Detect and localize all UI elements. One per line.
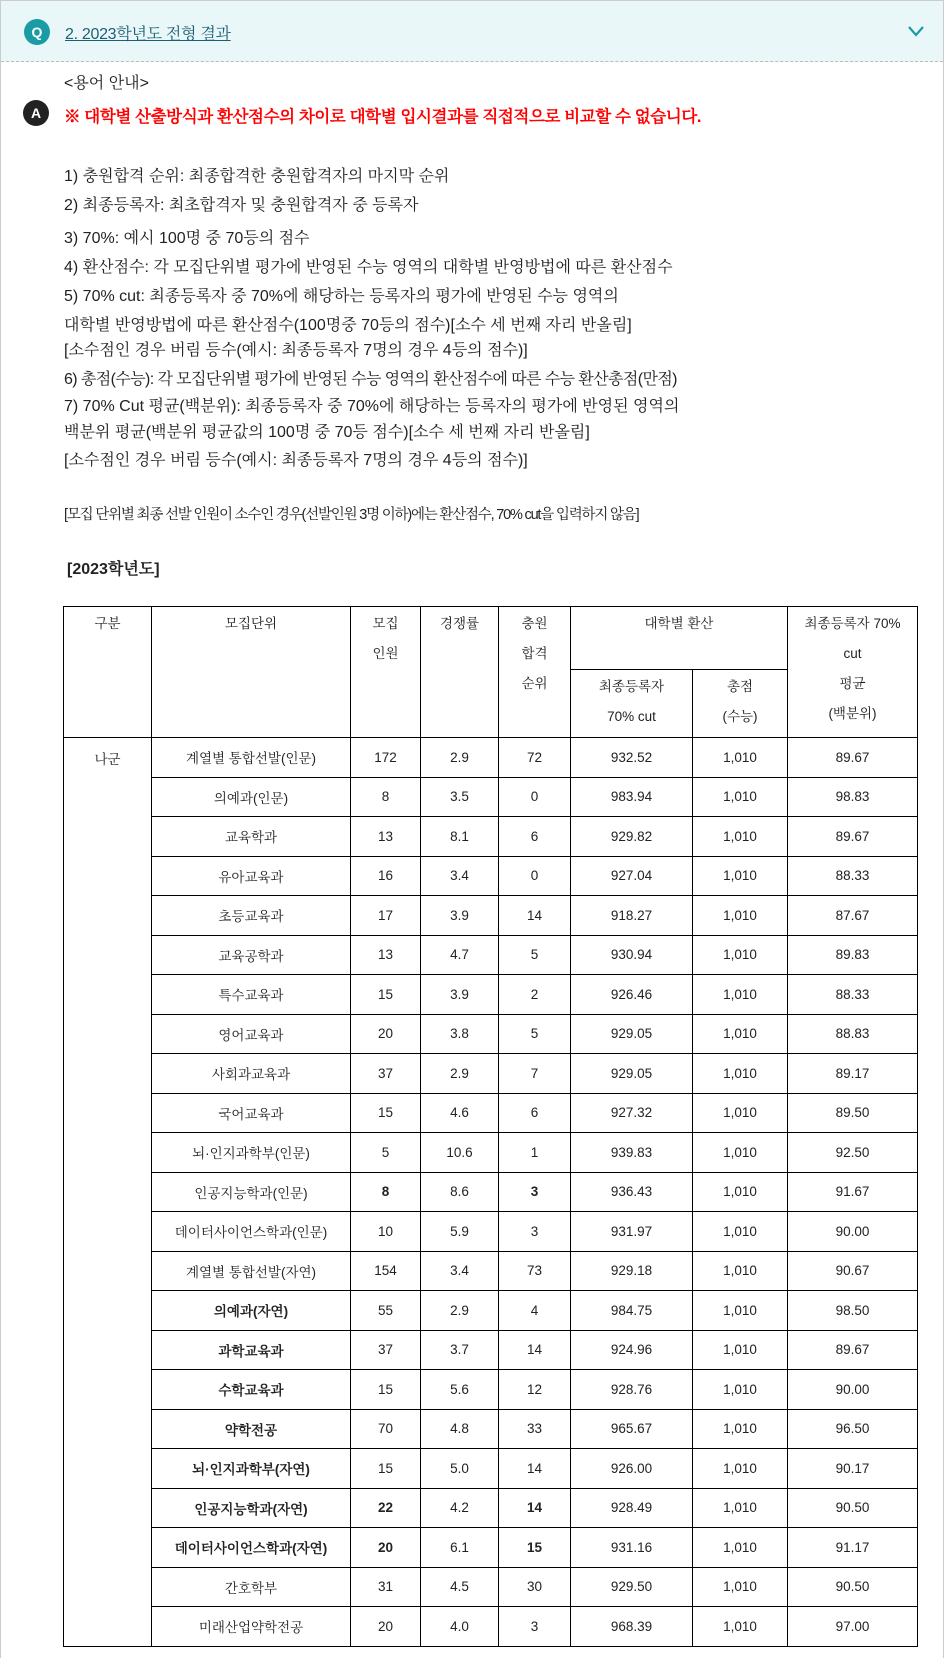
unit-cell: 인공지능학과(인문)	[152, 1172, 351, 1212]
term-line: 7) 70% Cut 평균(백분위): 최종등록자 중 70%에 해당하는 등록자의 평가에 반영된 영역의	[64, 398, 680, 415]
cut-cell: 968.39	[571, 1607, 693, 1647]
cut-cell: 927.32	[571, 1093, 693, 1133]
quota-cell: 15	[351, 975, 421, 1015]
rank-cell: 33	[499, 1409, 571, 1449]
avg-cell: 87.67	[788, 896, 918, 936]
avg-cell: 96.50	[788, 1409, 918, 1449]
rate-cell: 4.8	[421, 1409, 499, 1449]
term-line: [소수점인 경우 버림 등수(예시: 최종등록자 7명의 경우 4등의 점수)]	[64, 452, 528, 469]
rank-cell: 4	[499, 1291, 571, 1331]
total-cell: 1,010	[693, 777, 788, 817]
cut-cell: 932.52	[571, 738, 693, 778]
unit-cell: 인공지능학과(자연)	[152, 1488, 351, 1528]
total-cell: 1,010	[693, 1370, 788, 1410]
total-cell: 1,010	[693, 896, 788, 936]
total-cell: 1,010	[693, 935, 788, 975]
table-row	[64, 935, 918, 975]
quota-cell: 37	[351, 1330, 421, 1370]
table-row	[64, 777, 918, 817]
question-title-link[interactable]: 2. 2023학년도 전형 결과	[65, 26, 231, 43]
table-row	[64, 1330, 918, 1370]
faq-question-header[interactable]	[1, 1, 943, 62]
header-quota: 모집 인원	[351, 607, 421, 738]
warning-text: ※ 대학별 산출방식과 환산점수의 차이로 대학별 입시결과를 직접적으로 비교할 수 없습니다.	[64, 108, 702, 126]
rate-cell: 4.5	[421, 1567, 499, 1607]
total-cell: 1,010	[693, 1093, 788, 1133]
term-line: 1) 충원합격 순위: 최종합격한 충원합격자의 마지막 순위	[64, 168, 450, 185]
avg-cell: 91.17	[788, 1528, 918, 1568]
rank-cell: 14	[499, 1449, 571, 1489]
quota-cell: 172	[351, 738, 421, 778]
group-cell: 나군	[64, 738, 152, 1647]
table-row	[64, 1014, 918, 1054]
unit-cell: 교육학과	[152, 817, 351, 857]
table-row	[64, 817, 918, 857]
rank-cell: 12	[499, 1370, 571, 1410]
quota-cell: 55	[351, 1291, 421, 1331]
unit-cell: 뇌·인지과학부(인문)	[152, 1133, 351, 1173]
cut-cell: 929.18	[571, 1251, 693, 1291]
rate-cell: 4.2	[421, 1488, 499, 1528]
avg-cell: 89.83	[788, 935, 918, 975]
unit-cell: 간호학부	[152, 1567, 351, 1607]
table-row	[64, 1133, 918, 1173]
table-row	[64, 1251, 918, 1291]
cut-cell: 984.75	[571, 1291, 693, 1331]
table-row	[64, 975, 918, 1015]
rank-cell: 14	[499, 1330, 571, 1370]
rank-cell: 3	[499, 1607, 571, 1647]
quota-cell: 8	[351, 1172, 421, 1212]
rank-cell: 3	[499, 1172, 571, 1212]
rate-cell: 8.6	[421, 1172, 499, 1212]
table-row	[64, 1054, 918, 1094]
quota-cell: 20	[351, 1607, 421, 1647]
header-rank: 충원 합격 순위	[499, 607, 571, 738]
avg-cell: 88.33	[788, 856, 918, 896]
quota-cell: 5	[351, 1133, 421, 1173]
rate-cell: 5.9	[421, 1212, 499, 1252]
term-line: 대학별 반영방법에 따른 환산점수(100명중 70등의 점수)[소수 세 번째 자리 반올림]	[64, 317, 632, 334]
total-cell: 1,010	[693, 738, 788, 778]
rank-cell: 1	[499, 1133, 571, 1173]
quota-cell: 15	[351, 1093, 421, 1133]
cut-cell: 918.27	[571, 896, 693, 936]
unit-cell: 미래산업약학전공	[152, 1607, 351, 1647]
header-total: 총점 (수능)	[693, 670, 788, 738]
total-cell: 1,010	[693, 1409, 788, 1449]
table-row	[64, 1212, 918, 1252]
cut-cell: 965.67	[571, 1409, 693, 1449]
quota-cell: 15	[351, 1449, 421, 1489]
rank-cell: 7	[499, 1054, 571, 1094]
quota-cell: 70	[351, 1409, 421, 1449]
unit-cell: 의예과(인문)	[152, 777, 351, 817]
table-row	[64, 1093, 918, 1133]
cut-cell: 929.05	[571, 1054, 693, 1094]
table-row	[64, 1409, 918, 1449]
rate-cell: 5.6	[421, 1370, 499, 1410]
table-row	[64, 1370, 918, 1410]
table-row	[64, 896, 918, 936]
quota-cell: 37	[351, 1054, 421, 1094]
rank-cell: 73	[499, 1251, 571, 1291]
rate-cell: 4.0	[421, 1607, 499, 1647]
quota-cell: 31	[351, 1567, 421, 1607]
avg-cell: 89.67	[788, 817, 918, 857]
total-cell: 1,010	[693, 856, 788, 896]
unit-cell: 국어교육과	[152, 1093, 351, 1133]
rate-cell: 2.9	[421, 1054, 499, 1094]
term-line: 백분위 평균(백분위 평균값의 100명 중 70등 점수)[소수 세 번째 자리 반올림]	[64, 424, 590, 441]
admission-results-table	[63, 606, 918, 1647]
total-cell: 1,010	[693, 1014, 788, 1054]
total-cell: 1,010	[693, 817, 788, 857]
unit-cell: 수학교육과	[152, 1370, 351, 1410]
rate-cell: 10.6	[421, 1133, 499, 1173]
avg-cell: 90.50	[788, 1488, 918, 1528]
quota-cell: 13	[351, 935, 421, 975]
total-cell: 1,010	[693, 1488, 788, 1528]
unit-cell: 의예과(자연)	[152, 1291, 351, 1331]
avg-cell: 92.50	[788, 1133, 918, 1173]
rank-cell: 14	[499, 896, 571, 936]
total-cell: 1,010	[693, 975, 788, 1015]
avg-cell: 90.17	[788, 1449, 918, 1489]
quota-cell: 8	[351, 777, 421, 817]
cut-cell: 928.49	[571, 1488, 693, 1528]
rate-cell: 4.7	[421, 935, 499, 975]
cut-cell: 926.00	[571, 1449, 693, 1489]
avg-cell: 88.33	[788, 975, 918, 1015]
unit-cell: 뇌·인지과학부(자연)	[152, 1449, 351, 1489]
cut-cell: 929.05	[571, 1014, 693, 1054]
header-unit: 모집단위	[152, 607, 351, 738]
rate-cell: 3.4	[421, 1251, 499, 1291]
table-row	[64, 1172, 918, 1212]
cut-cell: 939.83	[571, 1133, 693, 1173]
rate-cell: 3.8	[421, 1014, 499, 1054]
quota-cell: 22	[351, 1488, 421, 1528]
rate-cell: 6.1	[421, 1528, 499, 1568]
term-line: [소수점인 경우 버림 등수(예시: 최종등록자 7명의 경우 4등의 점수)]	[64, 342, 528, 359]
avg-cell: 98.83	[788, 777, 918, 817]
total-cell: 1,010	[693, 1449, 788, 1489]
avg-cell: 90.00	[788, 1212, 918, 1252]
rank-cell: 30	[499, 1567, 571, 1607]
rank-cell: 6	[499, 1093, 571, 1133]
rate-cell: 3.4	[421, 856, 499, 896]
total-cell: 1,010	[693, 1330, 788, 1370]
table-row	[64, 1528, 918, 1568]
table-row	[64, 856, 918, 896]
cut-cell: 983.94	[571, 777, 693, 817]
input-note: [모집 단위별 최종 선발 인원이 소수인 경우(선발인원 3명 이하)에는 환산점수, 70% cut을 입력하지 않음]	[64, 507, 639, 523]
cut-cell: 928.76	[571, 1370, 693, 1410]
rate-cell: 3.5	[421, 777, 499, 817]
rank-cell: 0	[499, 856, 571, 896]
term-line: 3) 70%: 예시 100명 중 70등의 점수	[64, 230, 310, 247]
year-heading: [2023학년도]	[67, 561, 160, 578]
total-cell: 1,010	[693, 1291, 788, 1331]
unit-cell: 초등교육과	[152, 896, 351, 936]
rank-cell: 2	[499, 975, 571, 1015]
cut-cell: 929.50	[571, 1567, 693, 1607]
rank-cell: 5	[499, 935, 571, 975]
rate-cell: 5.0	[421, 1449, 499, 1489]
term-line: 5) 70% cut: 최종등록자 중 70%에 해당하는 등록자의 평가에 반영된 수능 영역의	[64, 288, 619, 305]
header-group: 구분	[64, 607, 152, 738]
avg-cell: 88.83	[788, 1014, 918, 1054]
unit-cell: 사회과교육과	[152, 1054, 351, 1094]
question-badge: Q	[24, 19, 50, 45]
avg-cell: 89.67	[788, 1330, 918, 1370]
unit-cell: 계열별 통합선발(자연)	[152, 1251, 351, 1291]
cut-cell: 930.94	[571, 935, 693, 975]
unit-cell: 데이터사이언스학과(자연)	[152, 1528, 351, 1568]
cut-cell: 931.97	[571, 1212, 693, 1252]
quota-cell: 20	[351, 1014, 421, 1054]
header-average: 최종등록자 70% cut 평균 (백분위)	[788, 607, 918, 738]
rank-cell: 0	[499, 777, 571, 817]
table-row	[64, 1291, 918, 1331]
header-rate: 경쟁률	[421, 607, 499, 738]
quota-cell: 16	[351, 856, 421, 896]
quota-cell: 10	[351, 1212, 421, 1252]
table-row	[64, 1449, 918, 1489]
cut-cell: 929.82	[571, 817, 693, 857]
avg-cell: 98.50	[788, 1291, 918, 1331]
avg-cell: 89.67	[788, 738, 918, 778]
header-cut: 최종등록자 70% cut	[571, 670, 693, 738]
unit-cell: 계열별 통합선발(인문)	[152, 738, 351, 778]
rate-cell: 2.9	[421, 738, 499, 778]
total-cell: 1,010	[693, 1133, 788, 1173]
rate-cell: 3.7	[421, 1330, 499, 1370]
total-cell: 1,010	[693, 1567, 788, 1607]
term-line: 2) 최종등록자: 최초합격자 및 충원합격자 중 등록자	[64, 197, 419, 214]
quota-cell: 15	[351, 1370, 421, 1410]
avg-cell: 90.00	[788, 1370, 918, 1410]
rank-cell: 6	[499, 817, 571, 857]
rate-cell: 4.6	[421, 1093, 499, 1133]
avg-cell: 97.00	[788, 1607, 918, 1647]
cut-cell: 927.04	[571, 856, 693, 896]
avg-cell: 91.67	[788, 1172, 918, 1212]
unit-cell: 과학교육과	[152, 1330, 351, 1370]
rank-cell: 3	[499, 1212, 571, 1252]
quota-cell: 13	[351, 817, 421, 857]
table-row	[64, 738, 918, 778]
total-cell: 1,010	[693, 1607, 788, 1647]
cut-cell: 931.16	[571, 1528, 693, 1568]
chevron-down-icon[interactable]	[905, 20, 927, 42]
rate-cell: 3.9	[421, 975, 499, 1015]
quota-cell: 17	[351, 896, 421, 936]
table-row	[64, 1567, 918, 1607]
avg-cell: 89.17	[788, 1054, 918, 1094]
unit-cell: 데이터사이언스학과(인문)	[152, 1212, 351, 1252]
unit-cell: 영어교육과	[152, 1014, 351, 1054]
rank-cell: 72	[499, 738, 571, 778]
total-cell: 1,010	[693, 1172, 788, 1212]
avg-cell: 90.50	[788, 1567, 918, 1607]
unit-cell: 교육공학과	[152, 935, 351, 975]
guide-title: <용어 안내>	[64, 75, 149, 92]
unit-cell: 약학전공	[152, 1409, 351, 1449]
total-cell: 1,010	[693, 1251, 788, 1291]
header-conversion: 대학별 환산	[571, 607, 788, 670]
table-row	[64, 1607, 918, 1647]
quota-cell: 20	[351, 1528, 421, 1568]
term-line: 6) 총점(수능): 각 모집단위별 평가에 반영된 수능 영역의 환산점수에 따른 수능 환산총점(만점)	[64, 371, 677, 388]
answer-badge: A	[23, 100, 49, 126]
table-row	[64, 1488, 918, 1528]
unit-cell: 특수교육과	[152, 975, 351, 1015]
rank-cell: 14	[499, 1488, 571, 1528]
term-line: 4) 환산점수: 각 모집단위별 평가에 반영된 수능 영역의 대학별 반영방법에 따른 환산점수	[64, 259, 673, 276]
cut-cell: 936.43	[571, 1172, 693, 1212]
rate-cell: 2.9	[421, 1291, 499, 1331]
total-cell: 1,010	[693, 1054, 788, 1094]
quota-cell: 154	[351, 1251, 421, 1291]
rank-cell: 5	[499, 1014, 571, 1054]
avg-cell: 90.67	[788, 1251, 918, 1291]
total-cell: 1,010	[693, 1212, 788, 1252]
avg-cell: 89.50	[788, 1093, 918, 1133]
total-cell: 1,010	[693, 1528, 788, 1568]
rate-cell: 8.1	[421, 817, 499, 857]
unit-cell: 유아교육과	[152, 856, 351, 896]
rank-cell: 15	[499, 1528, 571, 1568]
cut-cell: 926.46	[571, 975, 693, 1015]
cut-cell: 924.96	[571, 1330, 693, 1370]
rate-cell: 3.9	[421, 896, 499, 936]
